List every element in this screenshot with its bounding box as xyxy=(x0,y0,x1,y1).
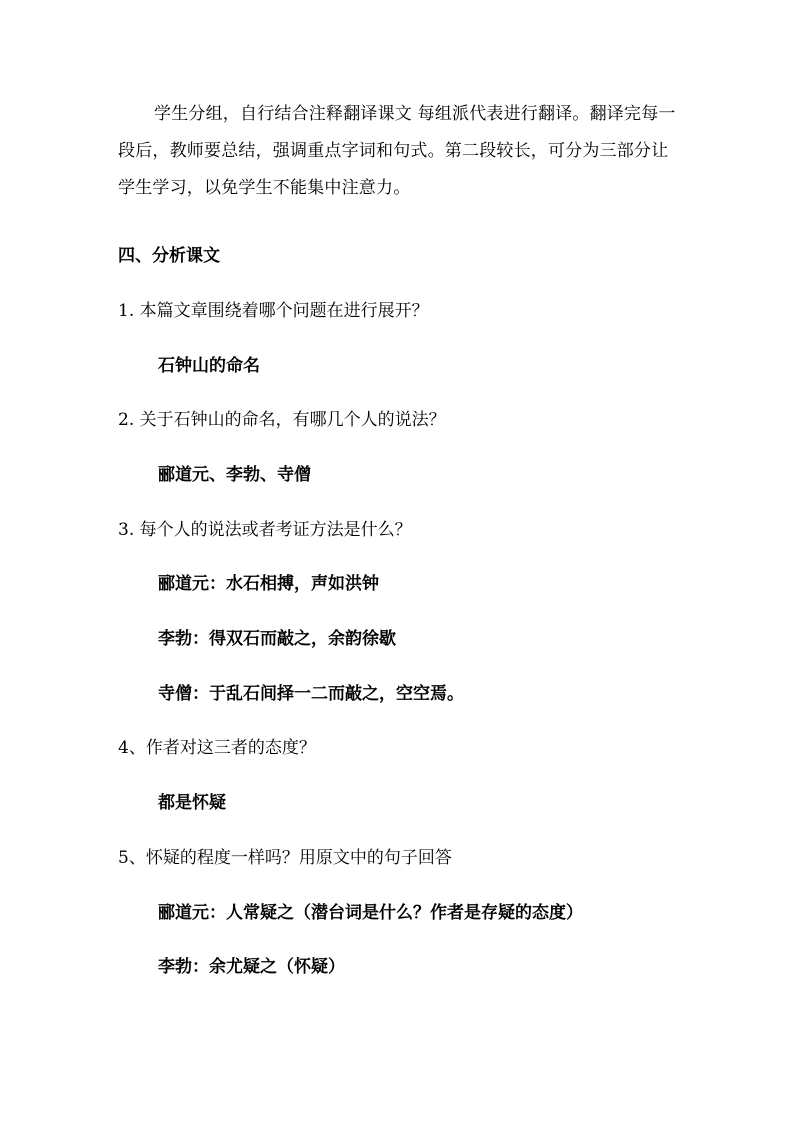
answer-2: 郦道元、李勃、寺僧 xyxy=(158,465,311,485)
question-2: 2. 关于石钟山的命名，有哪几个人的说法？ xyxy=(118,410,446,430)
answer-3-li-bo: 李勃：得双石而敲之，余韵徐歇 xyxy=(158,629,396,649)
answer-3-li-daoyuan: 郦道元：水石相搏，声如洪钟 xyxy=(158,574,379,594)
section-heading: 四、分析课文 xyxy=(118,246,220,266)
answer-3-monk: 寺僧：于乱石间择一二而敲之，空空焉。 xyxy=(158,684,464,704)
answer-5-li-bo: 李勃：余尤疑之（怀疑） xyxy=(158,957,345,977)
answer-5-li-daoyuan: 郦道元：人常疑之（潜台词是什么？作者是存疑的态度） xyxy=(158,903,583,923)
question-4: 4、作者对这三者的态度？ xyxy=(118,738,316,758)
question-3: 3. 每个人的说法或者考证方法是什么？ xyxy=(118,520,412,540)
answer-4: 都是怀疑 xyxy=(158,793,226,813)
question-1: 1. 本篇文章围绕着哪个问题在进行展开？ xyxy=(118,301,429,321)
question-5: 5、怀疑的程度一样吗？用原文中的句子回答 xyxy=(118,848,452,868)
intro-paragraph: 学生分组，自行结合注释翻译课文 每组派代表进行翻译。翻译完每一段后，教师要总结，强调重点字词和句式。第二段较长，可分为三部分让学生学习，以免学生不能集中注意力。 xyxy=(118,104,676,198)
answer-1: 石钟山的命名 xyxy=(158,356,260,376)
